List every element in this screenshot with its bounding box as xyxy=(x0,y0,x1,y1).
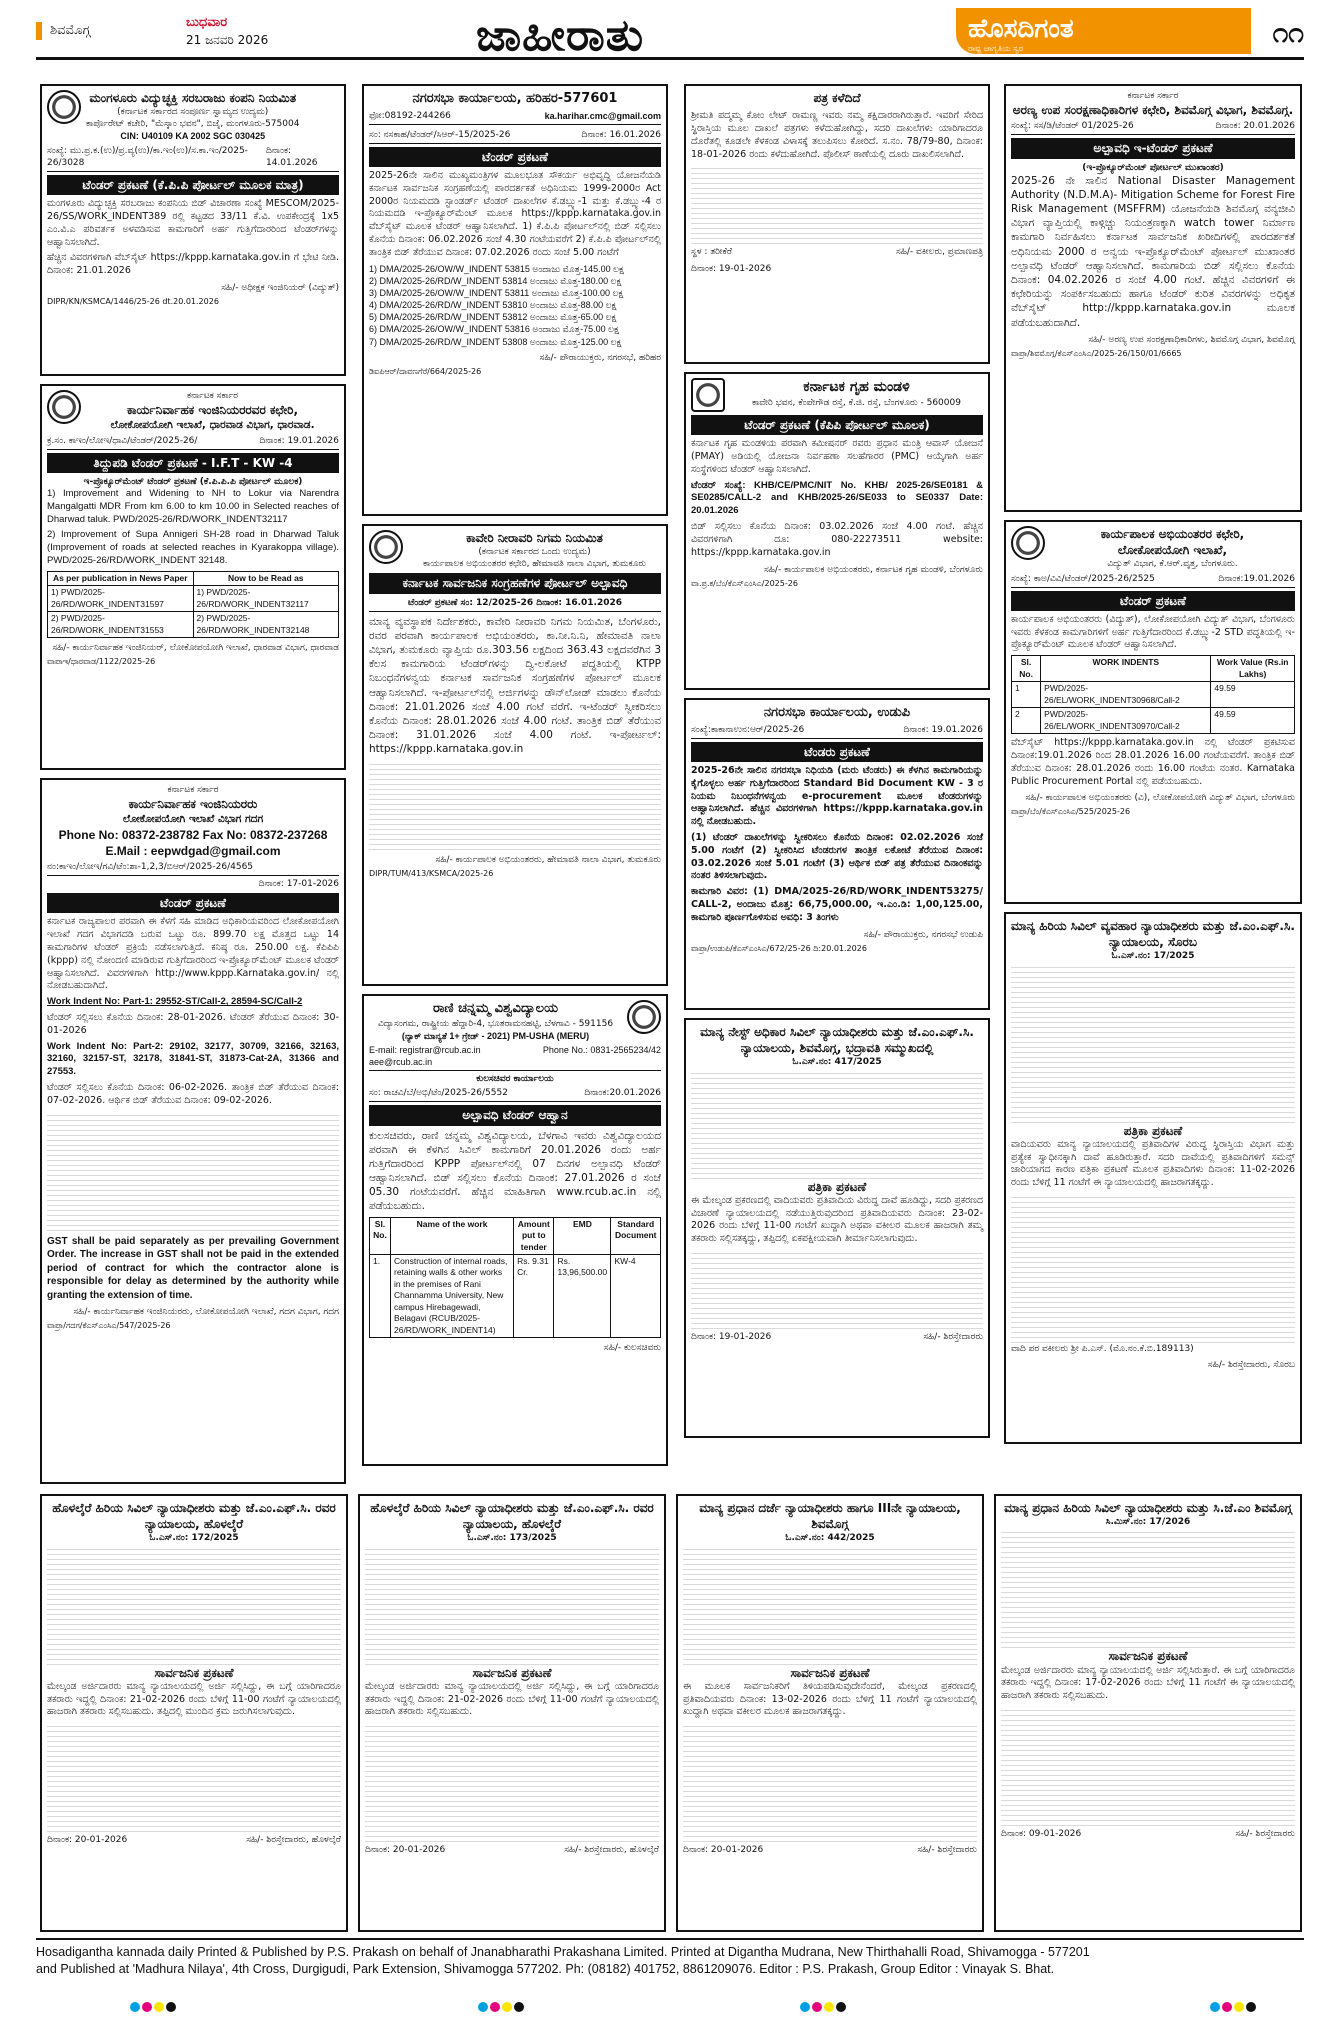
ad-title: ಹೊಳಲ್ಕೆರೆ ಹಿರಿಯ ಸಿವಿಲ್ ನ್ಯಾಯಾಧೀಶರು ಮತ್ತು ಜೆ.ಎಂ.ಎಫ್.ಸಿ. ರವರ ನ್ಯಾಯಾಲಯ, ಹೊಳಲ್ಕೆರೆ xyxy=(370,1501,654,1532)
ad-banner-sub: ಇ-ಪ್ರೊಕ್ಯೂರ್‌ಮೆಂಟ್ ಟೆಂಡರ್ ಪ್ರಕಟಣೆ (ಕೆ.ಪಿ.ಪಿ.ಪಿ ಪೋರ್ಟಲ್ ಮೂಲಕ) xyxy=(83,476,303,487)
ad-title: ಮಾನ್ಯ ಪ್ರಧಾನ ದರ್ಜೆ ನ್ಯಾಯಾಧೀಶರು ಹಾಗೂ IIIನೇ ನ್ಯಾಯಾಲಯ, ಶಿವಮೊಗ್ಗ xyxy=(699,1501,961,1532)
ad-body: ಕಾರ್ಯಪಾಲಕ ಅಭಿಯಂತರರು (ವಿದ್ಯುತ್), ಲೋಕೋಪಯೋಗಿ ವಿದ್ಯುತ್ ವಿಭಾಗ, ಬೆಂಗಳೂರು ಇವರು ಕೆಳಕಂಡ ಕಾಮಗಾರಿಗಳಿಗೆ ಅರ್ಹ ಗುತ್ತಿಗೆದಾರರಿಂದ ಕೆ.ಡಬ್ಲ್ಯು-2 STD ಪದ್ಧತಿಯಲ್ಲಿ ಇ-ಪ್ರೊಕ್ಯೂರ್‌ಮೆಂಟ್ ಮೂಲಕ ಟೆಂಡರ್ ಆಹ್ವಾನಿಸಲಾಗಿದೆ. xyxy=(1011,613,1295,651)
ad-title: ಕರ್ನಾಟಕ ಗೃಹ ಮಂಡಳಿ xyxy=(803,379,910,395)
indent-row: 7) DMA/2025-26/RD/W_INDENT 53808 ಅಂದಾಜು ಮೊತ್ತ-125.00 ಲಕ್ಷ xyxy=(369,336,622,347)
magenta-dot-icon xyxy=(490,2002,500,2012)
indent-row: 3) DMA/2025-26/OW/W_INDENT 53811 ಅಂದಾಜು ಮೊತ್ತ-100.00 ಲಕ್ಷ xyxy=(369,287,624,298)
ad-footnote: DIPR/TUM/413/KSMCA/2025-26 xyxy=(369,868,494,878)
ad-signature: ಸಹಿ/- ಶಿರಸ್ತೇದಾರರು, ಸೊರಬ xyxy=(1207,1360,1295,1371)
ad-email: ka.harihar.cmc@gmail.com xyxy=(544,110,661,121)
ad-subtitle: ಲೋಕೋಪಯೋಗಿ ಇಲಾಖೆ, ಧಾರವಾಡ ವಿಭಾಗ, ಧಾರವಾಡ. xyxy=(110,419,315,432)
registration-marks xyxy=(1210,1996,1258,2018)
ad-title: ಮಂಗಳೂರು ವಿದ್ಯುಚ್ಛಕ್ತಿ ಸರಬರಾಜು ಕಂಪನಿ ನಿಯಮಿತ xyxy=(89,91,297,105)
black-dot-icon xyxy=(836,2002,846,2012)
forest-ad xyxy=(1004,84,1302,512)
ad-signature: ಸಹಿ/- ಕುಲಸಚಿವರು xyxy=(603,1343,661,1354)
cyan-dot-icon xyxy=(1210,2002,1220,2012)
indent-row: 4) DMA/2025-26/RD/W_INDENT 53810 ಅಂದಾಜು ಮೊತ್ತ-88.00 ಲಕ್ಷ xyxy=(369,300,617,311)
ad-banner: ಟೆಂಡರ್ ಪ್ರಕಟಣೆ xyxy=(1011,591,1295,611)
indent-list xyxy=(369,263,661,348)
ad-address: ವಿದ್ಯಾಸಂಗಮ, ರಾಷ್ಟ್ರೀಯ ಹೆದ್ದಾರಿ-4, ಭೂತರಾಮನಹಟ್ಟಿ, ಬೆಳಗಾವಿ - 591156 xyxy=(377,1018,614,1029)
ad-item-1: 1) Improvement and Widening to NH to Lokur via Narendra Mangalgatti MDR From km 6.00 to km 10.00 in Selected reaches of Dharwad taluk. PWD/2025-26/RD/WORK_INDENT32117 xyxy=(47,487,339,525)
work-indent-table xyxy=(1011,655,1295,734)
pwd-electrical-ad xyxy=(1004,520,1302,904)
section-title: ಜಾಹೀರಾತು xyxy=(476,10,645,61)
indent-row: 5) DMA/2025-26/RD/W_INDENT 53812 ಅಂದಾಜು ಮೊತ್ತ-65.00 ಲಕ್ಷ xyxy=(369,312,617,323)
ad-body-2: ವೆಬ್‌ಸೈಟ್ https://kppp.karnataka.gov.in ನಲ್ಲಿ ಟೆಂಡರ್ ಪ್ರಕಟಿಸುವ ದಿನಾಂಕ:19.01.2026 ರಿಂದ 28.01.2026 16.00 ಗಂಟೆಯವರೆಗೆ. ತಾಂತ್ರಿಕ ಬಿಡ್ ತೆರೆಯುವ ದಿನಾಂಕ: 28.01.2026 ರಂದು 16.00 ಗಂಟೆಯ ನಂತರ. Karnataka Public Procurement Portal ನಲ್ಲಿ ಪಡೆಯಬಹುದು. xyxy=(1011,737,1295,787)
ad-ref: ಸಂಖ್ಯೆ: ಕಾಅ/ವಿವಿ/ಟೆಂಡರ್/2025-26/2525 xyxy=(1011,573,1155,584)
mescom-ad xyxy=(40,84,346,376)
ad-signature: ಸಹಿ/- ವಕೀಲರು, ಪ್ರಮಾಣಪತ್ರಿ xyxy=(895,247,983,258)
yellow-dot-icon xyxy=(824,2002,834,2012)
cauvery-ad xyxy=(362,524,668,986)
ad-address: ವಿದ್ಯುತ್ ವಿಭಾಗ, ಕೆ.ಆರ್.ವೃತ್ತ, ಬೆಂಗಳೂರು. xyxy=(1107,559,1238,570)
table-cell: 1 xyxy=(1012,682,1041,708)
party-details-lines xyxy=(47,1545,341,1665)
ad-heading: ಪತ್ರಿಕಾ ಪ್ರಕಟಣೆ xyxy=(1123,1123,1183,1138)
court-holalkere-2-ad xyxy=(358,1494,666,1932)
advocate-line: ವಾದಿ ಪರ ವಕೀಲರು ಶ್ರೀ ಪಿ.ಎಸ್. (ಮೊ.ನಂ.ಕೆ.ಬಿ.189113) xyxy=(1011,1343,1194,1354)
tender-table xyxy=(369,1217,661,1339)
body-text-lines xyxy=(369,760,661,850)
body-text-lines xyxy=(47,1722,341,1832)
ad-gov: ಕರ್ನಾಟಕ ಸರ್ಕಾರ xyxy=(186,391,239,401)
ad-item-2: 2) Improvement of Supa Annigeri SH-28 road in Dharwad Taluk (Improvement of roads at selected reaches in Kyarakoppa village). PWD/2025-26/RD/WORK_INDENT 32148. xyxy=(47,529,339,567)
ad-body: ಮಾನ್ಯ ವ್ಯವಸ್ಥಾಪಕ ನಿರ್ದೇಶಕರು, ಕಾವೇರಿ ನೀರಾವರಿ ನಿಗಮ ನಿಯಮಿತ, ಬೆಂಗಳೂರು, ರವರ ಪರವಾಗಿ ಕಾರ್ಯಪಾಲಕ ಅಭಿಯಂತರರು, ಕಾ.ನೀ.ನಿ.ನಿ, ಹೇಮಾವತಿ ನಾಲಾ ವಿಭಾಗ, ತುಮಕೂರು ವ್ಯಾಪ್ತಿಯ ರೂ.303.56 ಲಕ್ಷದಿಂದ 363.43 ಲಕ್ಷದವರೆಗಿನ 3 ಕೆಲಸ ಕಾಮಗಾರಿಯ ಟೆಂಡರ್‌ಗಳನ್ನು ದ್ವಿ-ಲಕೋಟೆ ಪದ್ಧತಿಯಲ್ಲಿ KTPP ನಿಬಂಧನೆಗಳನ್ವಯ ಕರ್ನಾಟಕ ಸಾರ್ವಜನಿಕ ಸಂಗ್ರಹಣೆಗಳ ಪೋರ್ಟಲ್ ಮೂಲಕ ಆಹ್ವಾನಿಸಲಾಗಿದೆ. ಇ-ಪೋರ್ಟಲ್‌ನಲ್ಲಿ ಅರ್ಜಿಗಳನ್ನು ಡೌನ್‌ಲೋಡ್ ಮಾಡಲು ಕೊನೆಯ ದಿನಾಂಕ: 21.01.2026 ಸಂಜೆ 4.00 ಗಂಟೆ ವರೆಗೆ. ಇ-ಟೆಂಡರ್ ಸ್ವೀಕರಿಸಲು ಕೊನೆಯ ದಿನಾಂಕ: 28.01.2026 ಸಂಜೆ 4.00 ಗಂಟೆ. ತಾಂತ್ರಿಕ ಬಿಡ್ ತೆರೆಯುವ ದಿನಾಂಕ: 31.01.2026 ಸಂಜೆ 4.00 ಗಂಟೆ. ಇ-ಪೋರ್ಟಲ್: https://kppp.karnataka.gov.in xyxy=(369,615,661,756)
ad-banner: ಅಲ್ಪಾವಧಿ ಇ-ಟೆಂಡರ್ ಪ್ರಕಟಣೆ xyxy=(1011,138,1295,158)
court-shivamogga-4-ad xyxy=(994,1494,1302,1932)
case-number: ಓ.ಎಸ್.ನಂ: 173/2025 xyxy=(467,1533,557,1544)
ad-subtitle: (ಕರ್ನಾಟಕ ಸರ್ಕಾರದ ಒಂದು ಉದ್ಯಮ) xyxy=(478,547,591,558)
city-label: ಶಿವಮೊಗ್ಗ xyxy=(36,22,90,40)
table-cell: 2 xyxy=(1012,708,1041,734)
ad-ref: ಕ್ರ.ಸಂ. ಕಾಇಂ/ಲೋಇ/ಧಾವಿ/ಟೆಂಡರ್/2025-26/ xyxy=(47,435,198,446)
black-dot-icon xyxy=(1246,2002,1256,2012)
ad-tender-no: ಟೆಂಡರ್ ಸಂಖ್ಯೆ: KHB/CE/PMC/NIT No. KHB/ 2025-26/SE0181 & SE0285/CALL-2 and KHB/2025-26/SE033 to SE0337 Date: 20.01.2026 xyxy=(691,479,983,517)
ad-gov: ಕರ್ನಾಟಕ ಸರ್ಕಾರ xyxy=(1127,91,1179,101)
case-number: ಸಿ.ಮಿಸ್.ನಂ: 17/2026 xyxy=(1105,1517,1191,1528)
table-row xyxy=(48,612,339,638)
karnataka-emblem-icon xyxy=(47,390,81,424)
table-cell: 1) PWD/2025-26/RD/WORK_INDENT31597 xyxy=(48,586,194,612)
khb-logo-icon xyxy=(691,378,725,412)
table-cell: PWD/2025-26/EL/WORK_INDENT30968/Call-2 xyxy=(1041,682,1211,708)
ad-signature: ಸಹಿ/- ಶಿರಸ್ತೇದಾರರು, ಹೊಳಲ್ಕೆರೆ xyxy=(246,1835,341,1846)
ad-body: ಮೇಲ್ಕಂಡ ಅರ್ಜಿದಾರರು ಮಾನ್ಯ ನ್ಯಾಯಾಲಯದಲ್ಲಿ ಅರ್ಜಿ ಸಲ್ಲಿಸಿದ್ದು, ಈ ಬಗ್ಗೆ ಯಾರಿಗಾದರೂ ತಕರಾರು ಇದ್ದಲ್ಲಿ ದಿನಾಂಕ: 21-02-2026 ರಂದು ಬೆಳಿಗ್ಗೆ 11-00 ಗಂಟೆಗೆ ನ್ಯಾಯಾಲಯದಲ್ಲಿ ಹಾಜರಾಗಿ ತಕರಾರು ಸಲ್ಲಿಸಬಹುದು. ತಪ್ಪಿದಲ್ಲಿ ಮುಂದಿನ ಕ್ರಮ ಜರುಗಿಸಲಾಗುವುದು. xyxy=(47,1680,341,1718)
ad-signature: ಸಹಿ/- ಕಾರ್ಯನಿರ್ವಾಹಕ ಇಂಜಿನಿಯರ್, ಲೋಕೋಪಯೋಗಿ ಇಲಾಖೆ, ಧಾರವಾಡ ವಿಭಾಗ, ಧಾರವಾಡ xyxy=(52,643,339,654)
ad-body: ಶ್ರೀಮತಿ ಪದ್ಮಮ್ಮ ಕೋಂ ಲೇಟ್ ರಾಮಣ್ಣ ಇವರು ನಮ್ಮ ಕಕ್ಷಿದಾರರಾಗಿರುತ್ತಾರೆ. ಇವರಿಗೆ ಸೇರಿದ ಸ್ಥಿರಾಸ್ತಿಯ ಮೂಲ ದಾಖಲೆ ಪತ್ರಗಳು ಕಳೆದುಹೋಗಿದ್ದು, ಸದರಿ ದಾಖಲೆಗಳು ಯಾರಿಗಾದರೂ ದೊರೆತಲ್ಲಿ ಕೂಡಲೇ ಕೆಳಕಂಡ ವಿಳಾಸಕ್ಕೆ ತಲುಪಿಸಲು ಕೋರಿದೆ. ಸ.ನಂ. 78/79-80, ದಿನಾಂಕ: 18-01-2026 ರಂದು ಕಳೆದುಹೋಗಿದೆ. ಪೊಲೀಸ್ ಠಾಣೆಯಲ್ಲಿ ದೂರು ದಾಖಲಿಸಲಾಗಿದೆ. xyxy=(691,110,983,160)
ad-phone: Phone No: 08372-238782 Fax No: 08372-237268 xyxy=(58,827,328,842)
table-row xyxy=(1012,708,1295,734)
table-cell: PWD/2025-26/EL/WORK_INDENT30970/Call-2 xyxy=(1041,708,1211,734)
cyan-dot-icon xyxy=(800,2002,810,2012)
ad-footnote: ವಾಪ್ರಾ/ಶಿವಮೊಗ್ಗ/ಕೆಎಸ್‌ಎಂಸಿಎ/2025-26/150/01/6665 xyxy=(1011,348,1182,358)
ad-body-2: ಬಿಡ್ ಸಲ್ಲಿಸಲು ಕೊನೆಯ ದಿನಾಂಕ: 03.02.2026 ಸಂಜೆ 4.00 ಗಂಟೆ. ಹೆಚ್ಚಿನ ವಿವರಗಳಿಗಾಗಿ ದೂ: 080-22273511 website: https://kppp.karnataka.gov.in xyxy=(691,521,983,558)
black-dot-icon xyxy=(166,2002,176,2012)
indent-row: 6) DMA/2025-26/OW/W_INDENT 53816 ಅಂದಾಜು ಮೊತ್ತ-75.00 ಲಕ್ಷ xyxy=(369,324,619,335)
case-number: ಓ.ಎಸ್.ನಂ: 442/2025 xyxy=(785,1533,875,1544)
ad-banner-sub: ಟೆಂಡರ್ ಪ್ರಕಟಣೆ ಸಂ: 12/2025-26 ದಿನಾಂಕ: 16.01.2026 xyxy=(369,597,661,612)
magenta-dot-icon xyxy=(812,2002,822,2012)
ad-signature: ಸಹಿ/- ಶಿರಸ್ತೇದಾರರು, ಹೊಳಲ್ಕೆರೆ xyxy=(564,1845,659,1856)
ad-date: ದಿನಾಂಕ: 20.01.2026 xyxy=(1215,121,1295,132)
ad-banner-sub: (ಇ-ಪ್ರೊಕ್ಯೂರ್‌ಮೆಂಟ್ ಪೋರ್ಟಲ್ ಮುಖಾಂತರ) xyxy=(1082,162,1224,173)
case-number: ಓ.ಎಸ್.ನಂ: 17/2025 xyxy=(1111,951,1195,962)
brand-tagline: ರಾಷ್ಟ್ರ ಜಾಗೃತಿಯ ಸ್ವರ xyxy=(968,44,1024,54)
indent-row: 1) DMA/2025-26/OW/W_INDENT 53815 ಅಂದಾಜು ಮೊತ್ತ-145.00 ಲಕ್ಷ xyxy=(369,263,624,274)
ad-date: ದಿನಾಂಕ:19.01.2026 xyxy=(1218,573,1295,584)
ad-title: ಹೊಳಲ್ಕೆರೆ ಹಿರಿಯ ಸಿವಿಲ್ ನ್ಯಾಯಾಧೀಶರು ಮತ್ತು ಜೆ.ಎಂ.ಎಫ್.ಸಿ. ರವರ ನ್ಯಾಯಾಲಯ, ಹೊಳಲ್ಕೆರೆ xyxy=(52,1501,336,1532)
ad-address: ಕಾವೇರಿ ಭವನ, ಕೆಂಪೇಗೌಡ ರಸ್ತೆ, ಕೆ.ಜಿ. ರಸ್ತೆ, ಬೆಂಗಳೂರು - 560009 xyxy=(752,397,961,408)
ad-footnote: ವಾಪ್ರಾ/ಉಡುಪಿ/ಕೆಎಸ್‌ಎಂಸಿಎ/672/25-26 ದಿ:20.01.2026 xyxy=(691,943,867,953)
table-header: Amount put to tender xyxy=(514,1217,554,1254)
ad-footnote: ವಾ.ಪ್ರ.ಕ/ಬೆಂ/ಕೆಎಸ್‌ಎಂಸಿಎ/2025-26 xyxy=(691,578,798,588)
ad-body: 2025-26 ನೇ ಸಾಲಿನ National Disaster Management Authority (N.D.M.A)- Mitigation Scheme for Forest Fire Risk Management (MSFFRM) ಯೋಜನೆಯಡಿ ಶಿವಮೊಗ್ಗ ವನ್ಯಜೀವಿ ವಿಭಾಗ ವ್ಯಾಪ್ತಿಯಲ್ಲಿ ಕಾಳ್ಗಿಚ್ಚು ನಿಯಂತ್ರಣಕ್ಕಾಗಿ watch tower ನಿರ್ಮಾಣ ಕಾಮಗಾರಿ ನಿರ್ವಹಿಸಲು ಕರ್ನಾಟಕ ಸಾರ್ವಜನಿಕ ಖರೀದಿಗಳಲ್ಲಿ ಪಾರದರ್ಶಕತೆ ಅಧಿನಿಯಮ 2000 ರ ಅನ್ವಯ ಇ-ಪ್ರೊಕ್ಯೂರ್‌ಮೆಂಟ್ ಪೋರ್ಟಲ್ ಮುಖಾಂತರ ಅಲ್ಪಾವಧಿ ಟೆಂಡರ್ ಆಹ್ವಾನಿಸಲಾಗಿದೆ. ಕಾಮಗಾರಿಯ ಬಿಡ್ ಸಲ್ಲಿಸಲು ಕೊನೆಯ ದಿನಾಂಕ: 04.02.2026 ರ ಸಂಜೆ 4.00 ಗಂಟೆ. ಹೆಚ್ಚಿನ ವಿವರಗಳಿಗೆ ಈ ಕಛೇರಿಯನ್ನು ಸಂಪರ್ಕಿಸಬಹುದು ಹಾಗೂ ಟೆಂಡರ್ ಕುರಿತ ವಿವರಗಳನ್ನು ಅಧಿಕೃತ ವೆಬ್‌ಸೈಟ್ http://kppp.karnataka.gov.in ಮೂಲಕ ಪಡೆಯಬಹುದಾಗಿದೆ. xyxy=(1011,174,1295,329)
ad-title: ಮಾನ್ಯ ನೇಸ್ಟ್ ಅಧಿಕಾರ ಸಿವಿಲ್ ನ್ಯಾಯಾಧೀಶರು ಮತ್ತು ಜೆ.ಎಂ.ಎಫ್.ಸಿ. ನ್ಯಾಯಾಲಯ, ಶಿವಮೊಗ್ಗ, ಭದ್ರಾವತಿ ಸಮ್ಮುಖದಲ್ಲಿ xyxy=(700,1025,974,1056)
mescom-logo-icon xyxy=(47,90,81,124)
body-text-lines xyxy=(1011,1193,1295,1343)
brand-name: ಹೊಸದಿಗಂತ xyxy=(968,14,1074,44)
ad-work: ಕಾಮಗಾರಿ ವಿವರ: (1) DMA/2025-26/RD/WORK_INDENT53275/ CALL-2, ಅಂದಾಜು ಮೊತ್ತ: 66,75,000.00, ಇ.ಎಂ.ಡಿ: 1,00,125.00, ಕಾಮಗಾರಿ ಪೂರ್ಣಗೊಳಿಸುವ ಅವಧಿ: 3 ತಿಂಗಳು xyxy=(691,886,983,923)
registration-marks xyxy=(800,1996,848,2018)
ad-subtitle: ಲೋಕೋಪಯೋಗಿ ಇಲಾಖೆ, xyxy=(1117,543,1228,558)
pwd-gadag-ad xyxy=(40,778,346,1484)
table-header: Sl. No. xyxy=(1012,656,1041,682)
magenta-dot-icon xyxy=(1222,2002,1232,2012)
ad-title: ಕಾರ್ಯನಿರ್ವಾಹಕ ಇಂಜಿನಿಯರರವರ ಕಛೇರಿ, xyxy=(126,403,299,418)
ad-body: ಕರ್ನಾಟಕ ರಾಜ್ಯಪಾಲರ ಪರವಾಗಿ ಈ ಕೆಳಗೆ ಸಹಿ ಮಾಡಿದ ಅಧಿಕಾರಿಯವರಿಂದ ಲೋಕೋಪಯೋಗಿ ಇಲಾಖೆ ಗದಗ ವಿಭಾಗದಡಿ ಬರುವ ಒಟ್ಟು ರೂ. 899.70 ಲಕ್ಷ ಮೊತ್ತದ ಒಟ್ಟು 14 ಕಾಮಗಾರಿಗಳ ಟೆಂಡರ್ ಪ್ರಕ್ರಿಯೆ ನಡೆಸಲಾಗುತ್ತಿದೆ. ಕನಿಷ್ಠ ರೂ. 250.00 ಲಕ್ಷ. ಕೆಪಿಪಿಪಿ (kppp) ನಲ್ಲಿ ನೋಂದಣಿ ಮಾಡಿರುವ ಗುತ್ತಿಗೆದಾರರಿಂದ ಇ-ಪ್ರೊಕ್ಯೂರ್‌ಮೆಂಟ್ ಮೂಲಕ ಟೆಂಡರ್ ಆಹ್ವಾನಿಸಲಾಗಿದೆ. ವಿವರಗಳಿಗಾಗಿ http://www.kppp.Karnataka.gov.in/ ನಲ್ಲಿ ನೋಡಬಹುದಾಗಿದೆ. xyxy=(47,916,339,992)
ad-signature: ಸಹಿ/- ಶಿರಸ್ತೇದಾರರು xyxy=(1235,1828,1295,1839)
body-text-lines xyxy=(365,1722,659,1842)
cyan-dot-icon xyxy=(130,2002,140,2012)
court-notice-ad xyxy=(684,1018,990,1438)
table-header: Name of the work xyxy=(390,1217,513,1254)
ad-ref: ಸಂ: ರಾಚವಿ/ಬೆ/ಅಭಿ/ಟೆಂ/2025-26/5552 xyxy=(369,1088,508,1099)
ad-heading: ಸಾರ್ವಜನಿಕ ಪ್ರಕಟಣೆ xyxy=(154,1665,234,1680)
yellow-dot-icon xyxy=(502,2002,512,2012)
registration-marks xyxy=(130,1996,178,2018)
ad-subtitle: ಲೋಕೋಪಯೋಗಿ ಇಲಾಖೆ ವಿಭಾಗ ಗದಗ xyxy=(122,813,264,826)
ad-title: ನಗರಸಭಾ ಕಾರ್ಯಾಲಯ, ಉಡುಪಿ xyxy=(763,705,911,720)
ad-email-2: aee@rcub.ac.in xyxy=(369,1056,433,1067)
ad-signature: ಸಹಿ/- ಕಾರ್ಯಪಾಲಕ ಅಭಿಯಂತರರು, ಕರ್ನಾಟಕ ಗೃಹ ಮಂಡಳಿ, ಬೆಂಗಳೂರು xyxy=(763,564,983,575)
university-emblem-icon xyxy=(627,1000,661,1034)
ad-date: ದಿನಾಂಕ: 19.01.2026 xyxy=(259,435,339,446)
party-details-lines xyxy=(683,1545,977,1665)
ad-email: E.Mail : eepwdgad@gmail.com xyxy=(105,843,281,858)
black-dot-icon xyxy=(514,2002,524,2012)
ad-signature: ಸಹಿ/- ಕಾರ್ಯಪಾಲಕ ಅಭಿಯಂತರರು, ಹೇಮಾವತಿ ನಾಲಾ ವಿಭಾಗ, ತುಮಕೂರು xyxy=(435,854,661,865)
ad-banner: ಟೆಂಡರ್ ಪ್ರಕಟಣೆ (ಕೆಪಿಪಿ ಪೋರ್ಟಲ್ ಮೂಲಕ) xyxy=(691,415,983,435)
ad-banner: ಟೆಂಡರ್ ಪ್ರಕಟಣೆ xyxy=(369,147,661,167)
date-block xyxy=(186,14,268,48)
ad-heading: ಸಾರ್ವಜನಿಕ ಪ್ರಕಟಣೆ xyxy=(1108,1649,1188,1664)
table-header: EMD xyxy=(554,1217,611,1254)
table-header: Standard Document xyxy=(611,1217,661,1254)
corrigendum-table xyxy=(47,571,339,638)
udupi-ad xyxy=(684,698,990,1010)
ad-signature: ಸಹಿ/- ಕಾರ್ಯಪಾಲಕ ಅಭಿಯಂತರರು (ವಿ), ಲೋಕೋಪಯೋಗಿ ವಿದ್ಯುತ್ ವಿಭಾಗ, ಬೆಂಗಳೂರು xyxy=(1025,793,1295,804)
table-cell: KW-4 xyxy=(611,1255,661,1338)
ad-title: ಕಾವೇರಿ ನೀರಾವರಿ ನಿಗಮ ನಿಯಮಿತ xyxy=(466,531,603,545)
party-details-lines xyxy=(1001,1528,1295,1648)
ad-ref: ನಂ:ಕಾಇಂ/ಲೋಇ/ಗವಿ/ಟೆಂ:ಶಾ-1,2,3/ಬಿಆರ್/2025-26/4565 xyxy=(47,861,254,872)
court-shivamogga-3-ad xyxy=(676,1494,984,1932)
ad-body: ವಾದಿಯವರು ಮಾನ್ಯ ನ್ಯಾಯಾಲಯದಲ್ಲಿ ಪ್ರತಿವಾದಿಗಳ ವಿರುದ್ಧ ಸ್ಥಿರಾಸ್ತಿಯ ವಿಭಾಗ ಮತ್ತು ಪ್ರತ್ಯೇಕ ಸ್ವಾಧೀನಕ್ಕಾಗಿ ದಾವೆ ಹೂಡಿರುತ್ತಾರೆ. ಸದರಿ ದಾವೆಯಲ್ಲಿ ಪ್ರತಿವಾದಿಗಳಿಗೆ ಸಮನ್ಸ್ ಜಾರಿಯಾಗದ ಕಾರಣ ಪತ್ರಿಕಾ ಪ್ರಕಟಣೆ ಮೂಲಕ ಪ್ರತಿವಾದಿಗಳು ದಿನಾಂಕ: 11-02-2026 ರಂದು ಬೆಳಿಗ್ಗೆ 11 ಗಂಟೆಗೆ ಈ ನ್ಯಾಯಾಲಯದಲ್ಲಿ ಹಾಜರಾಗತಕ್ಕದ್ದು. xyxy=(1011,1138,1295,1189)
ad-web: ಹೆಚ್ಚಿನ ವಿವರಗಳಿಗಾಗಿ ವೆಬ್‌ಸೈಟ್ https://kppp.karnataka.gov.in ಗೆ ಭೇಟಿ ನೀಡಿ. ದಿನಾಂಕ: 21.01.2026 xyxy=(47,252,339,277)
ad-title: ಮಾನ್ಯ ಪ್ರಧಾನ ಹಿರಿಯ ಸಿವಿಲ್ ನ್ಯಾಯಾಧೀಶರು ಮತ್ತು ಸಿ.ಜೆ.ಎಂ ಶಿವಮೊಗ್ಗ xyxy=(1004,1501,1292,1515)
ad-date: ದಿನಾಂಕ: 17-01-2026 xyxy=(258,879,339,890)
ad-subtitle: (ಕರ್ನಾಟಕ ಸರ್ಕಾರದ ಸಂಪೂರ್ಣ ಸ್ವಾಮ್ಯದ ಉದ್ಯಮ) xyxy=(117,107,269,118)
ad-date: ದಿನಾಂಕ: 16.01.2026 xyxy=(581,129,661,140)
ad-ref: ಸಂಖ್ಯೆ: ಸಸ/ಡಿ/ಟೆಂಡರ್ 01/2025-26 xyxy=(1011,121,1134,132)
cauvery-logo-icon xyxy=(369,530,403,564)
body-text-lines xyxy=(47,1111,339,1231)
ad-banner: ಟೆಂಡರ್ ಪ್ರಕಟಣೆ xyxy=(47,893,339,913)
table-cell: 1) PWD/2025-26/RD/WORK_INDENT32117 xyxy=(193,586,339,612)
table-cell: 2) PWD/2025-26/RD/WORK_INDENT31553 xyxy=(48,612,194,638)
page-number: ೧೧ xyxy=(1272,16,1304,49)
ad-ref: ಸಂಖ್ಯೆ: ಮು.ಪ್ರ.ಕ.(ಉ)/ಪ್ರ.ವ್ಯ(ಉ)/ಕಾ.ಇಂ(ಉ)/ಸ.ಕಾ.ಇಂ/2025-26/3028 xyxy=(47,145,248,168)
table-cell: 2) PWD/2025-26/RD/WORK_INDENT32148 xyxy=(193,612,339,638)
magenta-dot-icon xyxy=(142,2002,152,2012)
masthead xyxy=(36,8,1304,60)
ad-cin: CIN: U40109 KA 2002 SGC 030425 xyxy=(120,131,266,142)
ad-indent-2: Work Indent No: Part-2: 29102, 32177, 30709, 32166, 32163, 32160, 32157-ST, 32178, 31841-ST, 31873-Cat-2A, 31366 and 27553. xyxy=(47,1040,339,1078)
ad-signature: ಸಹಿ/- ಶಿರಸ್ತೇದಾರರು xyxy=(917,1845,977,1856)
yellow-dot-icon xyxy=(154,2002,164,2012)
ad-signature: ಸಹಿ/- ಅಧೀಕ್ಷಕ ಇಂಜಿನಿಯರ್ (ವಿದ್ಯುತ್) xyxy=(221,282,339,293)
imprint-line-1: Hosadigantha kannada daily Printed & Published by P.S. Prakash on behalf of Jnanabharathi Prakashana Limited. Printed at Digantha Mudrana, New Thirthahalli Road, Shivamogga - 577201 xyxy=(36,1945,1090,1959)
ad-office: ಕುಲಸಚಿವರ ಕಾರ್ಯಾಲಯ xyxy=(476,1074,554,1085)
ad-signature: ಸಹಿ/- ಪೌರಾಯುಕ್ತರು, ನಗರಸಭೆ, ಹರಿಹರ xyxy=(539,352,661,363)
body-text-lines xyxy=(691,164,983,244)
ad-gov: ಕರ್ನಾಟಕ ಸರ್ಕಾರ xyxy=(167,785,219,795)
ad-body: ಈ ಮೇಲ್ಕಂಡ ಪ್ರಕರಣದಲ್ಲಿ ವಾದಿಯವರು ಪ್ರತಿವಾದಿಯ ವಿರುದ್ಧ ದಾವೆ ಹೂಡಿದ್ದು, ಸದರಿ ಪ್ರಕರಣದ ವಿಚಾರಣೆ ನ್ಯಾಯಾಲಯದಲ್ಲಿ ನಡೆಯುತ್ತಿರುವುದರಿಂದ ಪ್ರತಿವಾದಿಯವರು ದಿನಾಂಕ: 23-02-2026 ರಂದು ಬೆಳಿಗ್ಗೆ 11-00 ಗಂಟೆಗೆ ಖುದ್ದಾಗಿ ಅಥವಾ ವಕೀಲರ ಮೂಲಕ ಹಾಜರಾಗಿ ತಮ್ಮ ತಕರಾರು ಸಲ್ಲಿಸತಕ್ಕದ್ದು, ತಪ್ಪಿದಲ್ಲಿ ಏಕಪಕ್ಷೀಯವಾಗಿ ತೀರ್ಮಾನಿಸಲಾಗುವುದು. xyxy=(691,1194,983,1245)
ad-body: 2025-26ನೇ ಸಾಲಿನ ಮುಖ್ಯಮಂತ್ರಿಗಳ ಮೂಲಭೂತ ಸೌಕರ್ಯ ಅಭಿವೃದ್ಧಿ ಯೋಜನೆಯಡಿ ಕರ್ನಾಟಕ ಸಾರ್ವಜನಿಕ ಸಂಗ್ರಹಣೆಯಲ್ಲಿ ಪಾರದರ್ಶಕತೆ ಅಧಿನಿಯಮ 1999-2000ರ Act 2000ರ ನಿಯಮದಡಿ ಸ್ಟಾಂಡರ್ಡ್ ಟೆಂಡರ್ ದಾಖಲೆಗಳ ಕೆ.ಡಬ್ಲ್ಯು-1 ಮತ್ತು ಕೆ.ಡಬ್ಲ್ಯು-4 ರ ನಿಯಮದಡಿ ಇ-ಪ್ರೊಕ್ಯೂರ್‌ಮೆಂಟ್ ಮೂಲಕ https://kppp.karnataka.gov.in ವೆಬ್‌ಸೈಟ್ ಮೂಲಕ ಟೆಂಡರ್ ಆಹ್ವಾನಿಸಲಾಗಿದೆ. 1) ಕೆ.ಪಿ.ಪಿ ಪೋರ್ಟಲ್‌ನಲ್ಲಿ ಬಿಡ್ ಸಲ್ಲಿಸಲು ಕೊನೆಯ ದಿನಾಂಕ: 06.02.2026 ಸಂಜೆ 4.30 ಗಂಟೆಯವರೆಗೆ 2) ಕೆ.ಪಿ.ಪಿ ಪೋರ್ಟಲ್‌ನಲ್ಲಿ ತಾಂತ್ರಿಕ ಬಿಡ್ ತೆರೆಯುವ ದಿನಾಂಕ: 07.02.2026 ರಂದು ಸಂಜೆ 5.00 ಗಂಟೆಗೆ xyxy=(369,170,661,258)
weekday: ಬುಧವಾರ xyxy=(186,15,228,30)
case-number: ಓ.ಎಸ್.ನಂ: 172/2025 xyxy=(149,1533,239,1544)
ad-body: ಮೇಲ್ಕಂಡ ಅರ್ಜಿದಾರರು ಮಾನ್ಯ ನ್ಯಾಯಾಲಯದಲ್ಲಿ ಅರ್ಜಿ ಸಲ್ಲಿಸಿದ್ದು, ಈ ಬಗ್ಗೆ ಯಾರಿಗಾದರೂ ತಕರಾರು ಇದ್ದಲ್ಲಿ ದಿನಾಂಕ: 21-02-2026 ರಂದು ಬೆಳಿಗ್ಗೆ 11-00 ಗಂಟೆಗೆ ನ್ಯಾಯಾಲಯದಲ್ಲಿ ಹಾಜರಾಗಿ ತಕರಾರು ಸಲ್ಲಿಸಬಹುದು. xyxy=(365,1680,659,1718)
ad-body: 2025-26ನೇ ಸಾಲಿನ ನಗರಸಭಾ ನಿಧಿಯಡಿ (ಮರು ಟೆಂಡರು) ಈ ಕೆಳಗಿನ ಕಾಮಗಾರಿಯನ್ನು ಕೈಗೊಳ್ಳಲು ಅರ್ಹ ಗುತ್ತಿಗೆದಾರರಿಂದ Standard Bid Document KW - 3 ರ ನಿಯಮ ನಿಬಂಧನೆಗಳನ್ವಯ e-procurement ಮೂಲಕ ಟೆಂಡರುಗಳನ್ನು ಆಹ್ವಾನಿಸಲಾಗಿದೆ. ಹೆಚ್ಚಿನ ವಿವರಗಳಿಗಾಗಿ https://kppp.karnataka.gov.in ನಲ್ಲಿ ನೋಡಬಹುದು. xyxy=(691,764,983,828)
table-cell: Rs. 13,96,500.00 xyxy=(554,1255,611,1338)
ad-date: ದಿನಾಂಕ: 19-01-2026 xyxy=(691,1331,772,1342)
ad-body: ಕರ್ನಾಟಕ ಗೃಹ ಮಂಡಳಿಯ ಪರವಾಗಿ ಕಮೀಷನರ್ ರವರು ಪ್ರಧಾನ ಮಂತ್ರಿ ಆವಾಸ್ ಯೋಜನೆ (PMAY) ಅಡಿಯಲ್ಲಿ ಯೋಜನಾ ನಿರ್ವಹಣಾ ಸಲಹೆಗಾರರ (PMC) ಆಯ್ಕೆಗಾಗಿ ಅರ್ಹ ಸಂಸ್ಥೆಗಳಿಂದ ಟೆಂಡರ್ ಆಹ್ವಾನಿಸಲಾಗಿದೆ. xyxy=(691,438,983,475)
ad-date: ದಿನಾಂಕ: 20-01-2026 xyxy=(47,1835,128,1846)
imprint-footer xyxy=(36,1938,1304,1978)
ad-date: ದಿನಾಂಕ: 19.01.2026 xyxy=(903,724,983,735)
pwd-dharwad-ad xyxy=(40,384,346,770)
ad-dates-1: ಟೆಂಡರ್ ಸಲ್ಲಿಸಲು ಕೊನೆಯ ದಿನಾಂಕ: 28-01-2026. ಟೆಂಡರ್ ತೆರೆಯುವ ದಿನಾಂಕ: 30-01-2026 xyxy=(47,1012,339,1036)
ad-banner: ಟೆಂಡರು ಪ್ರಕಟಣೆ xyxy=(691,742,983,762)
ad-heading: ಪತ್ರಿಕಾ ಪ್ರಕಟಣೆ xyxy=(807,1179,867,1194)
ad-body: ಮಂಗಳೂರು ವಿದ್ಯುಚ್ಛಕ್ತಿ ಸರಬರಾಜು ಕಂಪನಿಯ ಬಿಡ್ ವಿಚಾರಣಾ ಸಂಖ್ಯೆ MESCOM/2025-26/SS/WORK_INDENT389 ರಲ್ಲಿ ಕಟ್ಟಡದ 33/11 ಕೆ.ವಿ. ಉಪಕೇಂದ್ರಕ್ಕೆ 1x5 ಎಂ.ವಿ.ಎ ಪರಿವರ್ತಕ ಅಳವಡಿಸುವ ಕಾಮಗಾರಿಗೆ ಅರ್ಹ ಗುತ್ತಿಗೆದಾರರಿಂದ ಟೆಂಡರ್‌ಗಳನ್ನು ಆಹ್ವಾನಿಸಲಾಗಿದೆ. xyxy=(47,198,339,248)
table-cell: Rs. 9.31 Cr. xyxy=(514,1255,554,1338)
court-holalkere-1-ad xyxy=(40,1494,348,1932)
ad-signature: ಸಹಿ/- ಕಾರ್ಯನಿರ್ವಾಹಕ ಇಂಜಿನಿಯರರು, ಲೋಕೋಪಯೋಗಿ ಇಲಾಖೆ, ಗದಗ ವಿಭಾಗ, ಗದಗ xyxy=(73,1307,339,1318)
ad-date: ದಿನಾಂಕ:20.01.2026 xyxy=(584,1088,661,1099)
khb-ad xyxy=(684,372,990,690)
ad-footnote: ವಾಪ್ರಾ/ಬೆಂ/ಕೆಎಸ್‌ಎಂಸಿಎ/525/2025-26 xyxy=(1011,807,1131,817)
body-text-lines xyxy=(1001,1706,1295,1826)
table-row xyxy=(370,1255,661,1338)
ad-accreditation: (ನ್ಯಾಕ್ ಮಾನ್ಯತೆ 1+ ಗ್ರೇಡ್ - 2021) PM-USHA (MERU) xyxy=(401,1030,590,1041)
ad-body-2: (1) ಟೆಂಡರ್ ದಾಖಲೆಗಳನ್ನು ಸ್ವೀಕರಿಸಲು ಕೊನೆಯ ದಿನಾಂಕ: 02.02.2026 ಸಂಜೆ 5.00 ಗಂಟೆಗೆ (2) ಸ್ವೀಕರಿಸಿದ ಟೆಂಡರುಗಳ ತಾಂತ್ರಿಕ ಲಕೋಟೆ ತೆರೆಯುವ ದಿನಾಂಕ: 03.02.2026 ಸಂಜೆ 5.01 ಗಂಟೆಗೆ (3) ಆರ್ಥಿಕ ಬಿಡ್ ಪತ್ರ ತೆರೆಯುವ ದಿನಾಂಕವನ್ನು ನಂತರ ತಿಳಿಸಲಾಗುವುದು. xyxy=(691,831,983,882)
table-row xyxy=(1012,682,1295,708)
party-details-lines xyxy=(365,1545,659,1665)
table-cell: Construction of internal roads, retaining walls & other works in the premises of Rani Channamma University, New campus Hirebagewadi, Belagavi (RCUB/2025-26/RD/WORK_INDENT14) xyxy=(390,1255,513,1338)
ad-footnote: ಡಿಐಪಿಆರ್/ದಾವಣಗೆರೆ/664/2025-26 xyxy=(369,366,482,376)
harihar-ad xyxy=(362,84,668,516)
ad-title: ಕಾರ್ಯನಿರ್ವಾಹಕ ಇಂಜಿನಿಯರರು xyxy=(128,797,258,812)
ad-banner: ಅಲ್ಪಾವಧಿ ಟೆಂಡರ್ ಆಹ್ವಾನ xyxy=(369,1105,661,1125)
ad-gst-note: GST shall be paid separately as per prevailing Government Order. The increase in GST shall not be paid in the extended period of contract for which the contractor alone is responsible for delay as determined by the authority while granting the extension of time. xyxy=(47,1235,339,1301)
table-header: Now to be Read as xyxy=(193,571,339,585)
ad-footnote: ವಾಪ್ರಾ/ಗದಗ/ಕೆಎಸ್‌ಎಂಸಿಎ/547/2025-26 xyxy=(47,1321,171,1331)
body-text-lines xyxy=(683,1722,977,1842)
ad-date: ದಿನಾಂಕ: 14.01.2026 xyxy=(265,145,318,168)
ad-date: ದಿನಾಂಕ: 20-01-2026 xyxy=(365,1845,446,1856)
table-cell: 49.59 xyxy=(1211,682,1295,708)
table-header: Work Value (Rs.in Lakhs) xyxy=(1211,656,1295,682)
ad-title: ನಗರಸಭಾ ಕಾರ್ಯಾಲಯ, ಹರಿಹರ-577601 xyxy=(412,91,618,106)
ad-title: ಕಾರ್ಯಪಾಲಕ ಅಭಿಯಂತರರ ಕಛೇರಿ, xyxy=(1100,527,1245,541)
ad-title: ರಾಣಿ ಚನ್ನಮ್ಮ ವಿಶ್ವವಿದ್ಯಾಲಯ xyxy=(432,1001,559,1016)
ad-footnote: ವಾಪಾಇ/ಧಾರವಾಡ/1122/2025-26 xyxy=(47,657,156,667)
ad-date: ದಿನಾಂಕ: 20-01-2026 xyxy=(683,1845,764,1856)
court-sorab-ad xyxy=(1004,912,1302,1444)
ad-date: ದಿನಾಂಕ: 19-01-2026 xyxy=(691,263,772,274)
ad-banner: ಟೆಂಡರ್ ಪ್ರಕಟಣೆ (ಕೆ.ಪಿ.ಪಿ ಪೋರ್ಟಲ್ ಮೂಲಕ ಮಾತ್ರ) xyxy=(47,175,339,195)
party-details-lines xyxy=(1011,963,1295,1123)
table-cell: 1. xyxy=(370,1255,391,1338)
ad-heading: ಸಾರ್ವಜನಿಕ ಪ್ರಕಟಣೆ xyxy=(790,1665,870,1680)
yellow-dot-icon xyxy=(1234,2002,1244,2012)
ad-phone: ಫೋ:08192-244266 xyxy=(369,110,451,121)
table-header: As per publication in News Paper xyxy=(48,571,194,585)
cyan-dot-icon xyxy=(478,2002,488,2012)
ad-indent-1: Work Indent No: Part-1: 29552-ST/Call-2, 28594-SC/Call-2 xyxy=(47,996,303,1008)
ad-banner: ತಿದ್ದುಪಡಿ ಟೆಂಡರ್ ಪ್ರಕಟಣೆ - I.F.T - KW -4 xyxy=(47,453,339,473)
table-header: WORK INDENTS xyxy=(1041,656,1211,682)
ad-title: ಪತ್ರ ಕಳೆದಿದೆ xyxy=(813,91,861,105)
body-text-lines xyxy=(691,1249,983,1329)
ad-address: ಕಾರ್ಪೊರೇಟ್ ಕಚೇರಿ, "ಮೆಸ್ಕಾಂ ಭವನ", ಬಿಜೈ, ಮಂಗಳೂರು-575004 xyxy=(86,119,300,130)
table-row xyxy=(48,586,339,612)
ad-heading: ಸಾರ್ವಜನಿಕ ಪ್ರಕಟಣೆ xyxy=(472,1665,552,1680)
party-details-lines xyxy=(691,1069,983,1179)
ad-place: ಸ್ಥಳ : ತರೀಕೆರೆ xyxy=(691,247,732,258)
ad-body: ಕುಲಸಚಿವರು, ರಾಣಿ ಚನ್ನಮ್ಮ ವಿಶ್ವವಿದ್ಯಾಲಯ, ಬೆಳಗಾವಿ ಇವರು ವಿಶ್ವವಿದ್ಯಾಲಯದ ಪರವಾಗಿ ಈ ಕೆಳಗಿನ ಸಿವಿಲ್ ಕಾಮಗಾರಿಗೆ 20.01.2026 ರಂದು ಅರ್ಹ ಗುತ್ತಿಗೆದಾರರಿಂದ KPPP ಪೋರ್ಟಲ್‌ನಲ್ಲಿ 07 ದಿನಗಳ ಅಲ್ಪಾವಧಿ ಟೆಂಡರ್ ಆಹ್ವಾನಿಸಲಾಗಿದೆ. ಬಿಡ್ ಸಲ್ಲಿಸಲು ಕೊನೆಯ ದಿನಾಂಕ: 27.01.2026 ರ ಸಂಜೆ 05.30 ಗಂಟೆಯವರೆಗೆ. ಹೆಚ್ಚಿನ ಮಾಹಿತಿಗಾಗಿ www.rcub.ac.in ನಲ್ಲಿ ಪಡೆಯಬಹುದು. xyxy=(369,1129,661,1213)
ad-signature: ಸಹಿ/- ಶಿರಸ್ತೇದಾರರು xyxy=(923,1331,983,1342)
ad-title: ಮಾನ್ಯ ಹಿರಿಯ ಸಿವಿಲ್ ವ್ಯವಹಾರ ನ್ಯಾಯಾಧೀಶರು ಮತ್ತು ಜೆ.ಎಂ.ಎಫ್.ಸಿ. ನ್ಯಾಯಾಲಯ, ಸೊರಬ xyxy=(1011,919,1295,950)
ad-ref: ಸಂ: ನಸಕಾಹ/ಟೆಂಡರ್/ಸಿಆರ್-15/2025-26 xyxy=(369,129,511,140)
karnataka-emblem-icon xyxy=(1011,526,1045,560)
lost-document-ad xyxy=(684,84,990,364)
ad-ref: ಸಂಖ್ಯೆ:ಕಾಕಾನಾಉನ:ಆರ್/2025-26 xyxy=(691,724,805,735)
registration-marks xyxy=(478,1996,526,2018)
table-header: Sl. No. xyxy=(370,1217,391,1254)
case-number: ಓ.ಎಸ್.ನಂ: 417/2025 xyxy=(792,1057,882,1068)
ad-signature: ಸಹಿ/- ಪೌರಾಯುಕ್ತರು, ನಗರಸಭೆ ಉಡುಪಿ xyxy=(863,929,983,940)
ad-date: ದಿನಾಂಕ: 09-01-2026 xyxy=(1001,1828,1082,1839)
brand-logo xyxy=(956,8,1251,54)
indent-row: 2) DMA/2025-26/RD/W_INDENT 53814 ಅಂದಾಜು ಮೊತ್ತ-180.00 ಲಕ್ಷ xyxy=(369,275,622,286)
ad-title: ಅರಣ್ಯ ಉಪ ಸಂರಕ್ಷಣಾಧಿಕಾರಿಗಳ ಕಛೇರಿ, ಶಿವಮೊಗ್ಗ ವಿಭಾಗ, ಶಿವಮೊಗ್ಗ. xyxy=(1012,103,1294,118)
ad-email: E-mail: registrar@rcub.ac.in xyxy=(369,1044,481,1055)
ad-banner: ಕರ್ನಾಟಕ ಸಾರ್ವಜನಿಕ ಸಂಗ್ರಹಣೆಗಳ ಪೋರ್ಟಲ್ ಅಲ್ಪಾವಧಿ xyxy=(369,573,661,593)
ad-body: ಈ ಮೂಲಕ ಸಾರ್ವಜನಿಕರಿಗೆ ತಿಳಿಯಪಡಿಸುವುದೇನೆಂದರೆ, ಮೇಲ್ಕಂಡ ಪ್ರಕರಣದಲ್ಲಿ ಪ್ರತಿವಾದಿಯವರು ದಿನಾಂಕ: 13-02-2026 ರಂದು ಬೆಳಿಗ್ಗೆ 11 ಗಂಟೆಗೆ ನ್ಯಾಯಾಲಯದಲ್ಲಿ ಖುದ್ದಾಗಿ ಅಥವಾ ವಕೀಲರ ಮೂಲಕ ಹಾಜರಾಗತಕ್ಕದ್ದು. xyxy=(683,1680,977,1718)
ad-phone: Phone No.: 0831-2565234/42 xyxy=(542,1044,661,1055)
ad-body: ಮೇಲ್ಕಂಡ ಅರ್ಜಿದಾರರು ಮಾನ್ಯ ನ್ಯಾಯಾಲಯದಲ್ಲಿ ಅರ್ಜಿ ಸಲ್ಲಿಸಿರುತ್ತಾರೆ. ಈ ಬಗ್ಗೆ ಯಾರಿಗಾದರೂ ತಕರಾರು ಇದ್ದಲ್ಲಿ ದಿನಾಂಕ: 17-02-2026 ರಂದು ಬೆಳಿಗ್ಗೆ 11 ಗಂಟೆಗೆ ಈ ನ್ಯಾಯಾಲಯದಲ್ಲಿ ಹಾಜರಾಗಿ ತಕರಾರು ಸಲ್ಲಿಸಬಹುದು. xyxy=(1001,1664,1295,1702)
imprint-line-2: and Published at 'Madhura Nilaya', 4th Cross, Durgigudi, Park Extension, Shivamogga 577202. Ph: (08182) 401752, 8861209076. Editor : P.S. Prakash, Group Editor : Vinayak S. Bhat. xyxy=(36,1961,1055,1976)
ad-signature: ಸಹಿ/- ಅರಣ್ಯ ಉಪ ಸಂರಕ್ಷಣಾಧಿಕಾರಿಗಳು, ಶಿವಮೊಗ್ಗ ವಿಭಾಗ, ಶಿವಮೊಗ್ಗ xyxy=(1088,334,1295,345)
rcu-ad xyxy=(362,994,668,1466)
ad-address: ಕಾರ್ಯಪಾಲಕ ಅಭಿಯಂತರರ ಕಛೇರಿ, ಹೇಮಾವತಿ ನಾಲಾ ವಿಭಾಗ, ತುಮಕೂರು xyxy=(422,559,647,570)
table-cell: 49.59 xyxy=(1211,708,1295,734)
ad-footnote: DIPR/KN/KSMCA/1446/25-26 dt.20.01.2026 xyxy=(47,297,219,307)
ad-dates-2: ಟೆಂಡರ್ ಸಲ್ಲಿಸಲು ಕೊನೆಯ ದಿನಾಂಕ: 06-02-2026. ತಾಂತ್ರಿಕ ಬಿಡ್ ತೆರೆಯುವ ದಿನಾಂಕ: 07-02-2026. ಆರ್ಥಿಕ ಬಿಡ್ ತೆರೆಯುವ ದಿನಾಂಕ: 09-02-2026. xyxy=(47,1082,339,1106)
issue-date: 21 ಜನವರಿ 2026 xyxy=(186,32,269,47)
